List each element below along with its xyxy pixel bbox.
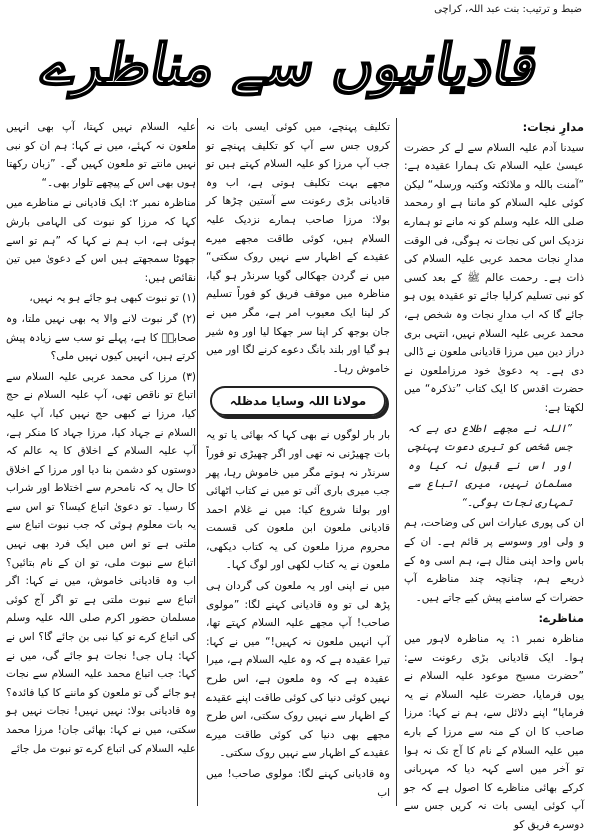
list-item: (۳) مرزا کی محمد عربی علیہ السلام سے اتباع تو ناقص تھی، آپ علیہ السلام نے حج کیا، مرزا نے کبھی حج نہیں کیا، آپ علیہ السلام نے جہاد کیا، مرزا جہاد کا منکر ہے، آپ علیہ السلام کے اخلاق کا یہ عالم کہ دوستوں کو دشمن بنا دیا اور مرزا کے اخلاق کا حال یہ کہ نامحرم سے اختلاط اور شراب کا رسیا۔ تو دعویٰ اتباع کیسا؟ تو اس سے یہ بات معلوم ہوئی کہ جب نبوت اتباع سے ملتی ہے تو اس میں ایک فرد بھی نہیں اتباع سے نبوت ملی، تو ان کے نام بتائیں؟ اب وہ قادیانی خاموش، میں نے کہا: اگر اتباع سے نبوت ملتی ہے تو اگر آج کوئی مسلمان حضور اکرم صلی اللہ علیہ وسلم کی اتباع کرے تو کیا نبی بن جائے گا؟ اس نے کہا: ہاں جی! نجات ہو جائے گی، میں نے کہا: جب اتباع محمد علیہ السلام سے نجات ہو جائے گی تو ملعون کو ماننے کا کیا فائدہ؟ وہ قادیانی بولا: نہیں نہیں! نجات نہیں ہو سکتی، میں نے کہا: بھائی جان! مرزا محمد علیہ السلام کی اتباع کرے تو نبوت مل جائے — [6, 370, 196, 755]
paragraph: مناظرہ نمبر ۲: ایک قادیانی نے مناظرے میں کہا کہ مرزا کو نبوت کی الہامی بارش ہوئی ہے، اب ہم نے کہا کہ ”ہم تو اسے جھوٹا سمجھتے ہیں اس کے دعویٰ میں تین نقائص ہیں: — [6, 197, 196, 284]
paragraph: مناظرہ نمبر ۱: یہ مناظرہ لاہور میں ہوا۔ ایک قادیانی بڑی رعونت سے: ”حضرت مسیح موعود علیہ السلام نے یوں فرمایا، حضرت علیہ السلام نے یہ فرمایا“ اپنے دلائل سے، ہم نے کہا: مرزا صاحب کا ان کے منہ سے مرزا کے بارے میں علیہ السلام کے نام کا آج تک نہ ہوا تو آخر میں اسے کہہ دیا کہ مہربانی کرکے بھائی مناظرے کا اصول ہے کہ جو آپ کوئی ایسی بات نہ کریں جس سے دوسرے فریق کو — [404, 633, 584, 831]
list-item: (۱) تو نبوت کبھی ہو جائے ہو یہ نہیں، — [29, 292, 196, 305]
paragraph: میں نے اپنی اور یہ ملعون کی گردان ہی پڑھ لی تو وہ قادیانی کہنے لگا: ”مولوی صاحب! آپ مجھے علیہ السلام کہتے تھا، آپ انہیں ملعون نہ کہیں!“ میں نے کہا: تیرا عقیدہ ہے کہ وہ علیہ السلام ہے، میرا عقیدہ ہے کہ وہ ملعون ہے، اس طرح نہیں کوئی دنیا کی کوئی طاقت اپنے عقیدے کے اظہار سے نہیں روک سکتی، اس طرح مجھے بھی دنیا کی کوئی طاقت میرے عقیدے کے اظہار سے نہیں روک سکتی۔ — [206, 580, 390, 760]
paragraph: علیہ السلام نہیں کہتا، آپ بھی انہیں ملعون نہ کہئے، میں نے کہا: ہم ان کو نبی نہیں مانتے تو ملعون کہیں گے۔ ”زبان رکھتا ہوں بھی اس کے پیچھے تلوار بھی۔“ — [6, 121, 196, 189]
section-heading: مدارِ نجات: — [522, 120, 584, 134]
paragraph: وہ قادیانی کہنے لگا: مولوی صاحب! میں اب — [206, 768, 390, 799]
paragraph: ان کی پوری عبارات اس کی وضاحت، ہم و ولی اور وسوسے پر قائم ہے۔ ان کے باس واحد اپنی مثال ہے، ہم اسی وہ کے ذریعے ہم، چنانچہ چند مناظرے آپ حضرات کے سامنے پیش کیے جاتے ہیں۔ — [404, 517, 584, 604]
paragraph: تکلیف پہنچے، میں کوئی ایسی بات نہ کروں جس سے آپ کو تکلیف پہنچے تو جب آپ مرزا کو علیہ السلام کہتے ہیں تو مجھے بہت تکلیف ہوتی ہے، اب وہ قادیانی بڑی رعونت سے آستین چڑھا کر بولا: مرزا صاحب ہمارے نزدیک علیہ السلام ہیں، کوئی طاقت مجھے میرے عقیدے کے اظہار سے نہیں روک سکتی“ میں نے گردن جھکالی گویا سرنڈر ہو گیا، مناظرہ میں موقف فریق کو فوراً تسلیم کر لینا ایک معیوب امر ہے، مگر میں نے جان بوجھ کر اپنا سر جھکا لیا اور وہ شیر ہو گیا اور بلند بانگ دعوے کرنے لگا اور میں خاموش رہا۔ — [206, 121, 390, 375]
paragraph: سیدنا آدم علیہ السلام سے لے کر حضرت عیسیٰ علیہ السلام تک ہمارا عقیدہ ہے: ”آمنت باللہ و ملائکتہ وکتبہ ورسلہ“ لیکن کوئی علیہ السلام کو ماننا ہے او رمحمد صلی اللہ علیہ وسلم کو نہ مانے تو ہمارے نزدیک اس کی نجات نہ ہوگی، فی الوقت مدارِ نجات محمد عربی علیہ السلام کی ذات ہے۔ رحمت عالم ﷺ کے بعد کسی کو نبی تسلیم کرلیا جائے تو عقیدہ یوں ہو جائے گا کہ اب مدارِ نجات وہ شخص ہے، محمد عربی علیہ السلام نہیں، انتہی بری دراز دین میں مرزا قادیانی ملعون نے ڈالی دی ہے۔ یہ دعویٰ خود مرزاملعون نے حضرت اقدس کا ایک کتاب ”تذکرہ“ میں لکھتا ہے: — [404, 141, 584, 414]
author-box: مولانا اللہ وسایا مدظلہ — [210, 386, 386, 416]
byline: ضبط و ترتیب: بنت عبد اللہ، کراچی — [434, 4, 582, 15]
article-title: قادیانیوں سے مناظرے — [36, 32, 544, 98]
column-divider — [197, 118, 198, 806]
section-heading: مناظرے: — [538, 611, 584, 626]
column-divider — [396, 118, 397, 806]
column-left — [6, 118, 196, 806]
paragraph: بار بار لوگوں نے بھی کہا کہ بھائی یا تو یہ بات چھیڑنی نہ تھی اور اگر چھیڑی تو فوراً سرنڈر نہ ہوتے مگر میں خاموش رہا، پھر جب میری باری آئی تو میں نے کتاب اٹھائی اور بولنا شروع کیا: میں نے غلام احمد قادیانی ملعون ابن ملعون کی قسمت محروم مرزا ملعون کی یہ کتاب دیکھی، ملعون نے یہ کتاب لکھی اور لوگ کہا۔ — [206, 429, 390, 572]
column-middle — [206, 118, 390, 806]
list-item: (۲) گر نبوت لانے والا یہ بھی نہیں ملتا، وہ صحابہؓ کا ہے، پہلے تو سب سے زیادہ پیش کرتے ہیں، انہیں کیوں نہیں ملی؟ — [6, 312, 196, 363]
masthead — [36, 20, 544, 110]
article-columns — [6, 118, 584, 831]
column-right — [404, 118, 584, 831]
block-quote: ”اللہ نے مجھے اطلاع دی ہے کہ جس شخص کو تیری دعوت پہنچی اور اس نے قبول نہ کیا وہ مسلمان نہیں، میری اتباع سے تمہاری نجات ہوگی۔“ — [408, 422, 572, 509]
